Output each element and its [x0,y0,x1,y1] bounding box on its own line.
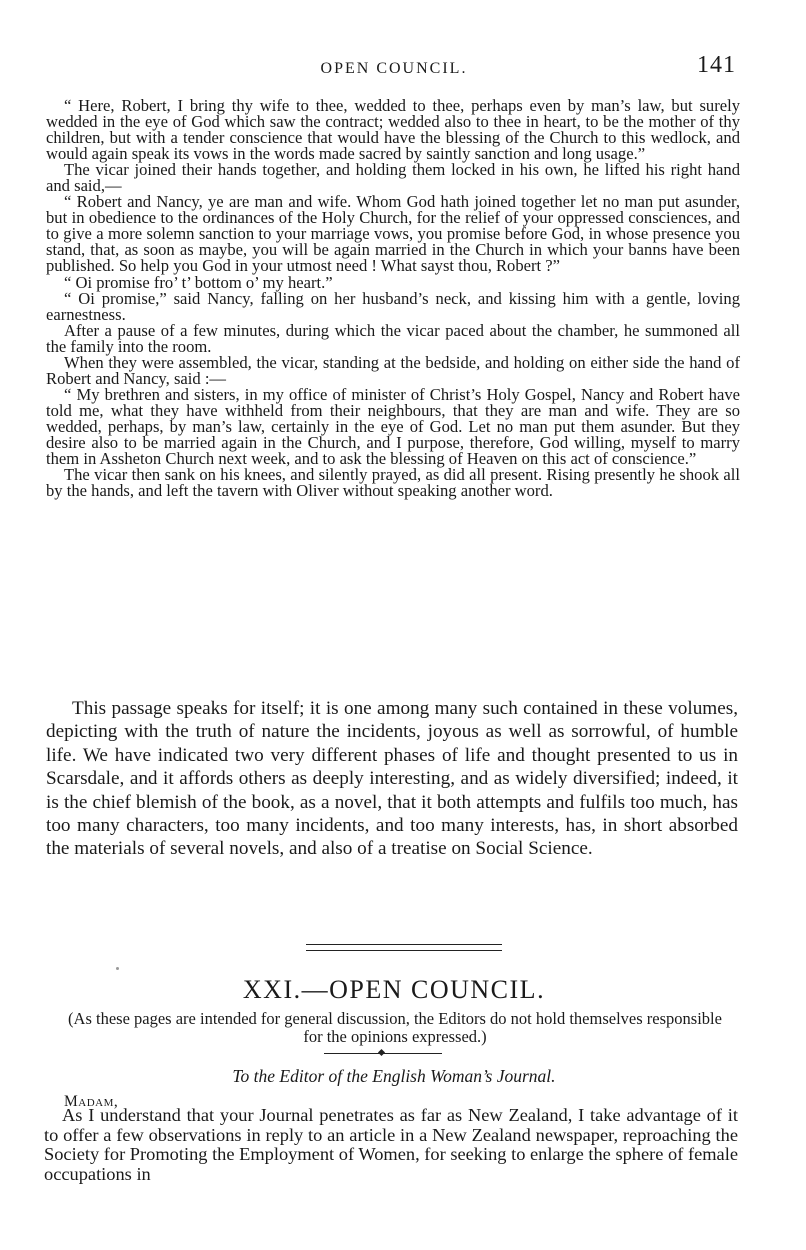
review-commentary [46,697,738,861]
running-title: OPEN COUNCIL. [320,60,468,77]
print-speck [116,967,119,970]
ornament-rule [324,1052,442,1054]
excerpt-paragraph: “ Here, Robert, I bring thy wife to thee, wedded to thee, perhaps even by man’s law, but surely wedded in the eye of God which saw the contract; wedded also to thee in heart, to be the mother of thy children, but with a tender conscience that would have the blessing of the Church to this wedlock, and would again speak its vows in the words made sacred by saintly sanction and long usage.” [46,96,740,164]
excerpt-paragraph: “ My brethren and sisters, in my office of minister of Christ’s Holy Gospel, Nancy and Robert have told me, what they have withheld from their neighbours, that they are man and wife. They are so wedded, perhaps, by man’s law, certainly in the eye of God. Let no man put them asunder. But they desire also to be married again in the Church, and I purpose, therefore, God willing, myself to marry them in Assheton Church next week, and to ask the blessing of Heaven on this act of conscience.” [46,384,740,469]
letter-address: To the Editor of the English Woman’s Journal. [232,1066,556,1086]
excerpt-paragraph: “ Oi promise fro’ t’ bottom o’ my heart.” [64,272,333,292]
section-disclaimer: (As these pages are intended for general discussion, the Editors do not hold themselves responsible for the opinions expressed.) [68,1009,722,1046]
letter-salutation: Madam, [64,1093,119,1110]
excerpt-paragraph: “ Oi promise,” said Nancy, falling on her husband’s neck, and kissing him with a gentle, loving earnestness. [46,288,740,324]
page-number: 141 [697,52,736,78]
excerpt-paragraph: The vicar joined their hands together, and holding them locked in his own, he lifted his right hand and said,— [46,160,740,196]
diamond-ornament-icon [378,1049,385,1056]
excerpt-paragraph: When they were assembled, the vicar, standing at the bedside, and holding on either side the hand of Robert and Nancy, said :— [46,352,740,388]
letter-body [44,1106,738,1184]
excerpt-paragraph: After a pause of a few minutes, during which the vicar paced about the chamber, he summoned all the family into the room. [46,320,740,356]
section-heading: XXI.—OPEN COUNCIL. [242,975,546,1004]
excerpt-paragraph: The vicar then sank on his knees, and silently prayed, as did all present. Rising presently he shook all by the hands, and left the tavern with Oliver without speaking another word. [46,465,740,501]
running-head [44,52,744,82]
review-paragraph: This passage speaks for itself; it is one among many such contained in these volumes, depicting with the truth of nature the incidents, joyous as well as sorrowful, of humble life. We have indicated two very different phases of life and thought presented to us in Scarsdale, and it affords others as deeply interesting, and as widely diversified; indeed, it is the chief blemish of the book, as a novel, that it both attempts and fulfils too much, has too many characters, too many incidents, and too many interests, has, in short absorbed the materials of several novels, and also of a treatise on Social Science. [46,698,738,860]
excerpt-paragraph: “ Robert and Nancy, ye are man and wife. Whom God hath joined together let no man put asunder, but in obedience to the ordinances of the Holy Church, for the relief of your oppressed consciences, and to give a more solemn sanction to your marriage vows, you promise before God, in whose presence you stand, that, as soon as maybe, you will be again married in the Church in which your banns have been published. So help you God in your utmost need ! What sayst thou, Robert ?” [46,192,740,276]
section-divider [306,944,502,951]
quoted-excerpt [46,98,740,499]
letter-paragraph: As I understand that your Journal penetrates as far as New Zealand, I take advantage of it to offer a few observations in reply to an article in a New Zealand newspaper, reproaching the Society for Promoting the Employment of Women, for seeking to enlarge the sphere of female occupations in [44,1105,738,1184]
